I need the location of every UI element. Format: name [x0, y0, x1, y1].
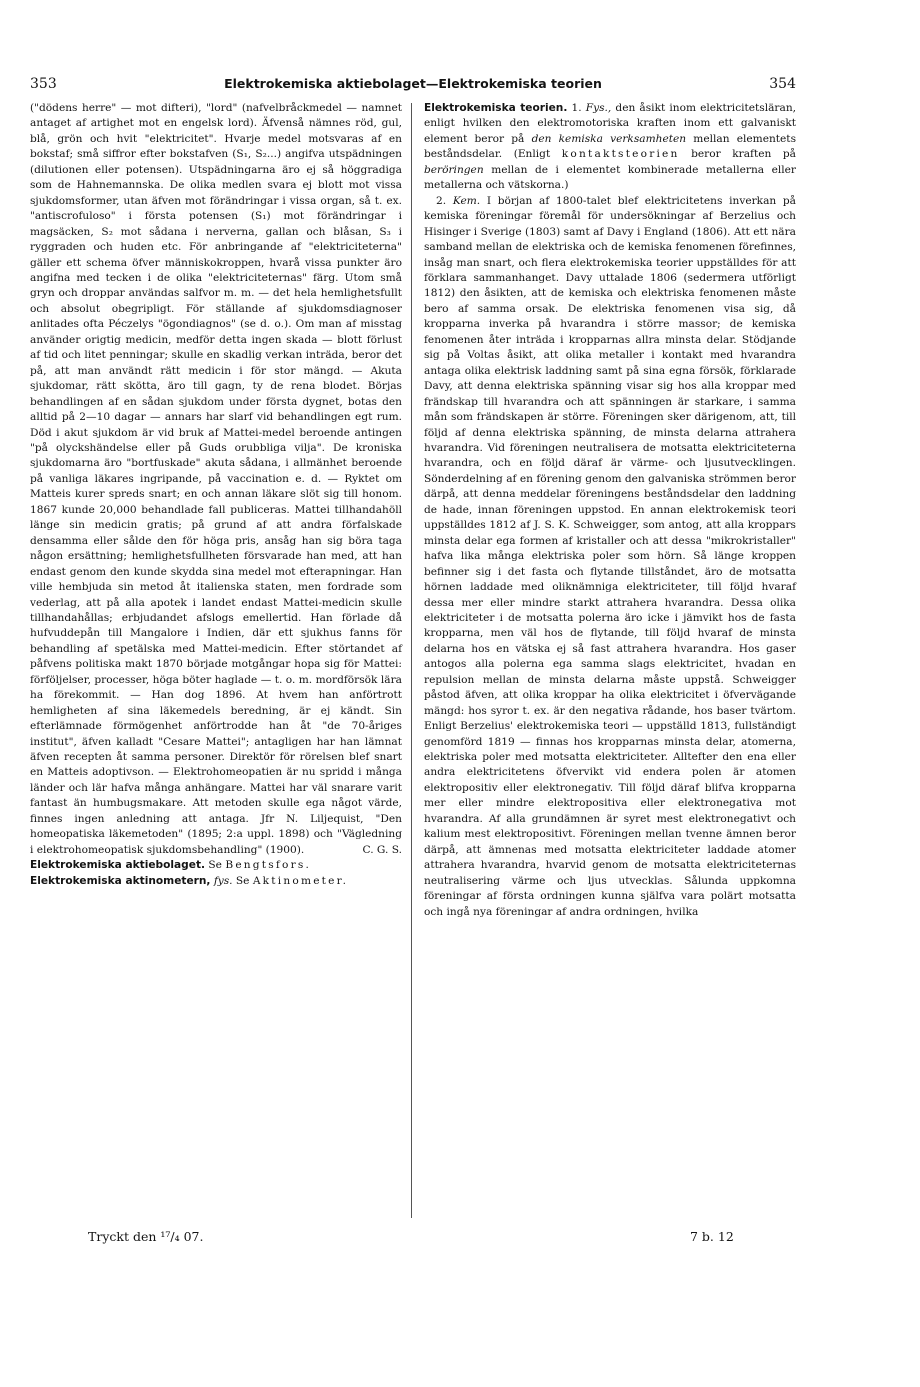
section-number: 1.: [571, 102, 582, 114]
entry-aktiebolaget: [30, 858, 402, 873]
author-signature: C. G. S.: [362, 843, 402, 856]
entry-cross-reference: Bengtsfors.: [225, 859, 312, 872]
running-header: [30, 76, 796, 96]
body-text: den åsikt inom elektricitetsläran, enligt hvilken den elektromotoriska kraften inom ett galvaniskt element beror på: [424, 102, 797, 145]
printing-date: Tryckt den ¹⁷/₄ 07.: [88, 1229, 204, 1244]
subject-label: Kem.: [452, 194, 481, 207]
body-text: beror kraften på: [691, 148, 796, 161]
entry-headword: Elektrokemiska aktinometern,: [30, 874, 211, 887]
teorien-paragraph-1: [424, 101, 796, 194]
entry-see: Se: [208, 859, 222, 872]
mattei-continuation-paragraph: [30, 101, 402, 858]
entry-see: Se: [235, 874, 250, 887]
emphasis-text: beröringen: [424, 163, 484, 176]
subject-label: Fys.,: [585, 102, 612, 114]
left-column: [30, 101, 402, 889]
column-divider: [411, 103, 412, 1218]
body-text: I början af 1800-talet blef elektricitetens inverkan på kemiska föreningar föremål för undersökningar af Berzelius och Hisinger i Sverige (1803) samt af Davy i England (1806). Att ett nära samband mellan de elektriska och de kemiska fenomenen förefinnes, insåg man snart, och flera elektrokemiska teorier uppställdes för att förklara sammanhanget. Davy uttalade 1806 (sedermera utförligt 1812) den åsikten, att de kemiska och elektriska fenomenen måste bero af samma orsak. De elektriska fenomenen visa sig, då kropparna inverka på hvarandra i större massor; de kemiska fenomenen åter inträda i kropparnas allra minsta delar. Stödjande sig på Voltas åsikt, att olika metaller i kontakt med hvarandra antaga olika elektrisk laddning samt på sina egna försök, förklarade Davy, att denna elektriska spänning visar sig hos alla kroppar med frändskap till hvarandra och att spänningen är starkare, i samma mån som frändskapen är större. Föreningen sker därigenom, att, till följd af denna elektriska spänning, de minsta delarna attrahera hvarandra. Vid föreningen neutralisera de motsatta elektriciteterna hvarandra, och en följd däraf är värme- och ljusutvecklingen. Sönderdelning af en förening genom den galvaniska strömmen beror därpå, att denna meddelar föreningens beståndsdelar den laddning de hade, innan föreningen uppstod. En annan elektrokemisk teori uppställdes 1812 af J. S. K. Schweigger, som antog, att alla kroppars minsta delar ega formen af kristaller och att dessa "mikrokristaller" hafva lika många elektriska poler som hörn. Så länge kroppen befinner sig i det fasta och flytande tillståndet, äro de motsatta hörnen laddade med oliknämniga elektriciteter, till följd hvaraf dessa mer eller mindre starkt attrahera hvarandra. Dessa olika elektriciteter i de motsatta polerna äro icke i jämvikt hos de fasta kropparna, men väl hos de flytande, till följd hvaraf de minsta delarna hos en vätska ej så fast attrahera hvarandra. Hos gaser antogos alla polerna ega samma slags elektricitet, hvadan en repulsion mellan de minsta delarna måste uppstå. Schweigger påstod äfven, att olika kroppar ha olika elektricitet i öfvervägande mängd: hos syror t. ex. är den negativa rådande, hos baser tvärtom. Enligt Berzelius' elektrokemiska teori — uppställd 1813, fullständigt genomförd 1819 — finnas hos kropparnas minsta delar, atomerna, elektriska poler med motsatta elektriciteter. Alltefter den ena eller andra elektricitetens öfvervikt vid endera polen är atomen elektropositiv eller elektronegativ. Till följd däraf blifva kropparna mer eller mindre elektropositiva eller elektronegativa mot hvarandra. Af alla grundämnen är syret mest elektronegativt och kalium mest elektropositivt. Föreningen mellan tvenne ämnen beror därpå, att ämnenas med motsatta elektriciteter laddade atomer attrahera hvarandra, hvarvid genom de motsatta elektriciteternas neutralisering värme och ljus utvecklas. Sålunda uppkomna föreningar af första ordningen kunna själfva vara polärt motsatta och ingå nya föreningar af andra ordningen, hvilka: [424, 194, 797, 918]
running-title: Elektrokemiska aktiebolaget—Elektrokemiska teorien: [224, 76, 602, 91]
page-number-right: 354: [769, 76, 796, 92]
emphasis-text: den kemiska verksamheten: [531, 132, 687, 145]
spaced-term: kontaktsteorien: [561, 148, 680, 161]
section-number: 2.: [436, 194, 447, 207]
mattei-body-text: ("dödens herre" — mot difteri), "lord" (nafvelbråckmedel — namnet antaget af artighet mot en engelsk lord). Äfvenså nämnes röd, gul, blå, grön och hvit "elektricitet". Hvarje medel motsvaras af en bokstaf; små siffror efter bokstafven (S₁, S₂...) angifva utspädningen (dilutionen eller potensen). Utspädningarna äro ej så höggradiga som de Hahnemannska. De olika medlen svara ej blott mot vissa sjukdomsformer, utan äfven mot förändringar i vissa organ, så t. ex. "antiscrofuloso" i första potensen (S₁) mot förändringar i magsäcken, S₂ mot sådana i nerverna, gallan och blåsan, S₃ i ryggraden och huden etc. För anbringande af "elektriciteterna" gäller ett schema öfver människokroppen, hvarå vissa punkter äro angifna med tecken i de olika "elektriciteternas" färg. Utom små gryn och droppar användas salfvor m. m. — det hela hemlighetsfullt och absolut obegripligt. För ställande af sjukdomsdiagnoser anlitades ofta Péczelys "ögondiagnos" (se d. o.). Om man af misstag använder origtig medicin, medför detta ingen skada — blott förlust af tid och litet penningar; skulle en skadlig verkan inträda, beror det på, att man användt rätt medicin i för stor mängd. — Akuta sjukdomar, rätt skötta, äro till gagn, ty de rena blodet. Börjas behandlingen af en sådan sjukdom under första dygnet, botas den alltid på 2—10 dagar — annars har slarf vid behandlingen egt rum. Död i akut sjukdom är vid bruk af Mattei-medel beroende antingen "på olyckshändelse eller på Guds orubbliga vilja". De kroniska sjukdomarna äro "bortfuskade" akuta sådana, i allmänhet beroende på vanliga läkares ingripande, på vaccination e. d. — Ryktet om Matteis kurer spreds snart; en och annan läkare slöt sig till honom. 1867 kunde 20,000 behandlade fall publiceras. Mattei tillhandahöll länge sin medicin gratis; på grund af att andra förfalskade densamma eller sålde den för höga pris, ansåg han sig böra taga någon ersättning; hemlighetsfullheten försvarade han med, att han endast genom den kunde skydda sina medel mot efterapningar. Han ville hembjuda sin metod åt italienska staten, men fordrade som vederlag, att på alla apotek i landet endast Mattei-medicin skulle tillhandahållas; erbjudandet afslogs emellertid. Han förlade då hufvuddepån till Mangalore i Indien, där ett sjukhus fanns för behandling af spetälska med Mattei-medicin. Efter störtandet af påfvens politiska makt 1870 började motgångar hopa sig för Mattei: förföljelser, processer, höga böter haglade — t. o. m. mordförsök lära ha förekommit. — Han dog 1896. At hvem han anförtrott hemligheten af sina läkemedels beredning, är ej kändt. Sin efterlämnade förmögenhet anförtrodde han åt "de 70-åriges institut", äfven kalladt "Cesare Mattei"; antagligen har han lämnat äfven recepten åt samma personer. Direktör för rörelsen blef snart en Matteis adoptivson. — Elektrohomeopatien är nu spridd i många länder och lär hafva många anhängare. Mattei har väl snarare varit fantast än humbugsmakare. Att metoden skulle ega något värde, finnes ingen anledning att antaga. Jfr N. Liljequist, "Den homeopatiska läkemetoden" (1895; 2:a uppl. 1898) och "Vägledning i elektrohomeopatisk sjukdomsbehandling" (1900).: [30, 102, 402, 856]
entry-headword: Elektrokemiska aktiebolaget.: [30, 859, 206, 872]
body-text: mellan de i elementet kombinerade metallerna eller metallerna och vätskorna.): [424, 163, 796, 192]
right-column: [424, 101, 796, 920]
teorien-paragraph-2: [424, 194, 796, 920]
body-text: mellan elementets beståndsdelar. (Enligt: [424, 132, 797, 161]
entry-cross-reference: Aktinometer.: [252, 874, 349, 887]
entry-headword: Elektrokemiska teorien.: [424, 102, 568, 114]
sheet-signature: 7 b. 12: [690, 1229, 734, 1244]
entry-aktinometern: [30, 874, 402, 889]
page-number-left: 353: [30, 76, 57, 92]
entry-subject-abbr: fys.: [213, 874, 233, 887]
